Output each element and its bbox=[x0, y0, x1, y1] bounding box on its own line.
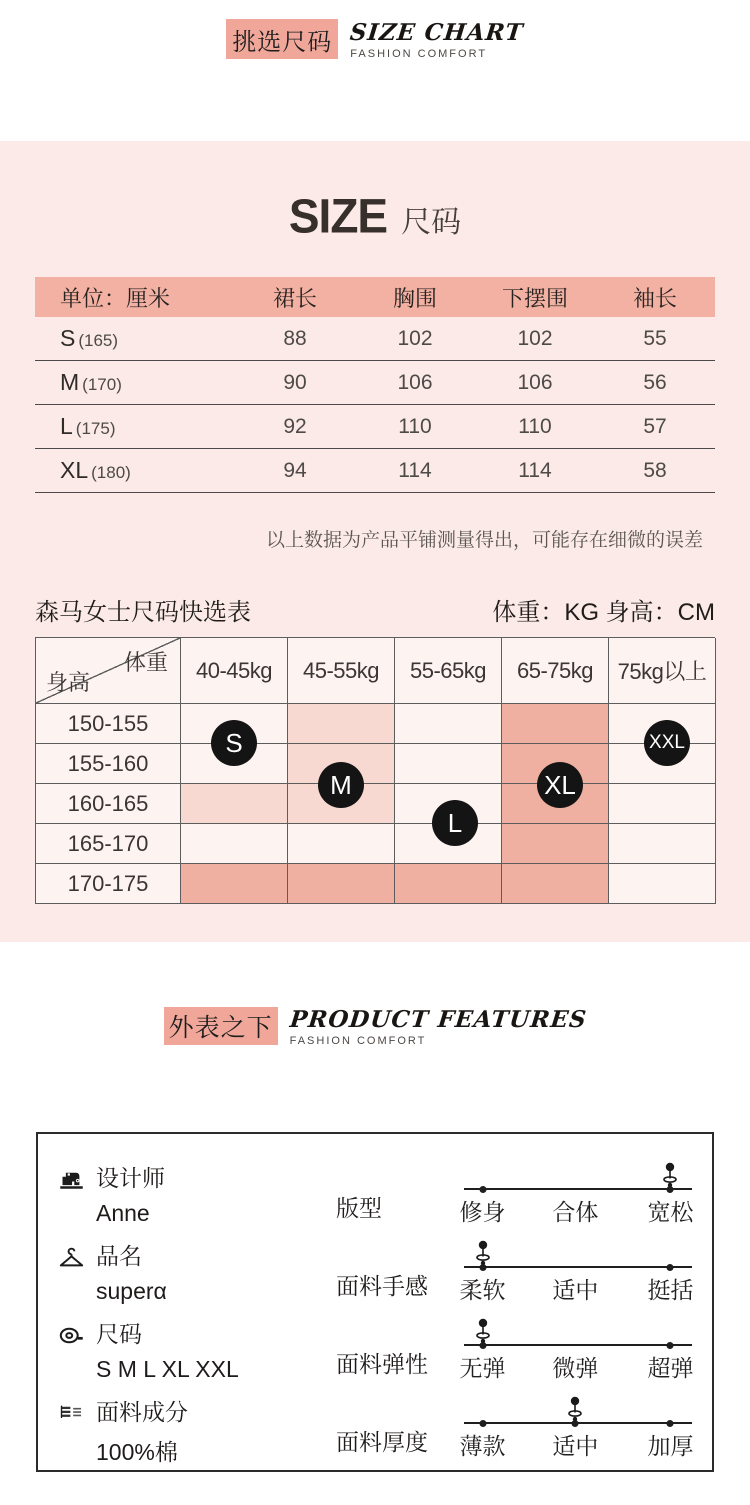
scale-end-dot bbox=[479, 1420, 486, 1427]
product-card-row bbox=[58, 1238, 696, 1308]
info-label: 尺码 bbox=[96, 1321, 142, 1347]
scale-label: 面料手感 bbox=[336, 1273, 428, 1299]
info-label: 品名 bbox=[96, 1243, 142, 1269]
quick-table-body-cell bbox=[502, 824, 609, 864]
scale-end-dot bbox=[667, 1342, 674, 1349]
size-table-header-row bbox=[35, 277, 715, 317]
quick-table-body-cell bbox=[609, 824, 716, 864]
scale-option: 适中 bbox=[552, 1277, 599, 1303]
size-chart-subtitle-en: FASHION COMFORT bbox=[350, 47, 488, 60]
quick-table-body-cell bbox=[288, 824, 395, 864]
scale-option: 合体 bbox=[552, 1199, 599, 1225]
size-letter: S bbox=[60, 325, 76, 351]
sewing-machine-icon bbox=[58, 1160, 88, 1230]
fabric-icon bbox=[58, 1394, 88, 1464]
size-letter: M bbox=[60, 369, 80, 395]
size-table-value-cell: 110 bbox=[518, 414, 552, 438]
product-card-row bbox=[58, 1394, 696, 1464]
measurement-note: 以上数据为产品平铺测量得出，可能存在细微的误差 bbox=[265, 530, 703, 551]
size-table-value-cell: 110 bbox=[398, 414, 432, 438]
size-title bbox=[0, 189, 750, 243]
info-value: 100%棉 bbox=[96, 1439, 178, 1465]
size-table-col-header: 胸围 bbox=[392, 285, 437, 311]
quick-table-body-cell bbox=[395, 744, 502, 784]
feature-scale bbox=[459, 1394, 696, 1464]
size-bubble-xxl: XXL bbox=[644, 720, 690, 766]
quick-table-body-cell bbox=[395, 704, 502, 744]
size-table-col-header: 单位：厘米 bbox=[60, 285, 171, 311]
size-chart-header-en bbox=[348, 18, 526, 60]
product-features-header bbox=[0, 1005, 750, 1047]
quick-table-height-header: 155-160 bbox=[36, 744, 181, 784]
info-value: Anne bbox=[96, 1200, 150, 1226]
size-height-label: (180) bbox=[91, 463, 131, 482]
scale-option: 修身 bbox=[459, 1199, 506, 1225]
size-title-cn: 尺码 bbox=[401, 206, 462, 239]
scale-line bbox=[464, 1266, 692, 1268]
quick-table-height-header: 150-155 bbox=[36, 704, 181, 744]
quick-table-corner-cell bbox=[36, 638, 181, 704]
scale-label: 版型 bbox=[336, 1195, 382, 1221]
selected-marker-pin-icon bbox=[474, 1240, 492, 1271]
feature-scale bbox=[459, 1316, 696, 1386]
size-table-value-cell: 102 bbox=[397, 326, 433, 350]
scale-end-dot bbox=[667, 1420, 674, 1427]
size-table-col-header: 裙长 bbox=[272, 285, 317, 311]
scale-end-dot bbox=[479, 1186, 486, 1193]
size-table-value-cell: 106 bbox=[517, 370, 553, 394]
size-bubble-m: M bbox=[318, 762, 364, 808]
size-table-row bbox=[35, 405, 715, 449]
size-table-col-header: 袖长 bbox=[632, 285, 677, 311]
product-card-row bbox=[58, 1160, 696, 1230]
size-height-label: (175) bbox=[75, 419, 116, 438]
info-label: 设计师 bbox=[96, 1165, 165, 1191]
scale-option: 柔软 bbox=[459, 1277, 506, 1303]
scale-option: 无弹 bbox=[459, 1355, 506, 1381]
hanger-icon bbox=[58, 1238, 88, 1308]
size-bubble-xl: XL bbox=[537, 762, 583, 808]
size-table-row bbox=[35, 361, 715, 405]
quick-table-body-cell bbox=[609, 784, 716, 824]
scale-line bbox=[464, 1188, 692, 1190]
quick-table-body-cell bbox=[609, 864, 716, 904]
product-card-row bbox=[58, 1316, 696, 1386]
info-item-sewing-machine bbox=[58, 1160, 336, 1230]
size-table-value-cell: 58 bbox=[643, 458, 667, 482]
product-features-header-en bbox=[290, 1006, 587, 1047]
feature-scale bbox=[459, 1160, 696, 1230]
quick-table-weight-header: 40-45kg bbox=[181, 638, 288, 704]
size-table-value-cell: 55 bbox=[643, 326, 667, 350]
info-texts bbox=[96, 1394, 188, 1464]
size-table-value-cell: 57 bbox=[643, 414, 667, 438]
size-section bbox=[0, 141, 750, 942]
quick-table-body-cell bbox=[502, 704, 609, 744]
product-features-title-en: PRODUCT FEATURES bbox=[288, 1005, 588, 1033]
scale-option: 宽松 bbox=[647, 1199, 694, 1225]
size-table-value-cell: 90 bbox=[283, 370, 307, 394]
product-card bbox=[36, 1132, 714, 1472]
size-table-size-cell bbox=[35, 413, 235, 440]
info-value: superα bbox=[96, 1278, 167, 1304]
size-bubble-s: S bbox=[211, 720, 257, 766]
scale-option: 适中 bbox=[552, 1433, 599, 1459]
size-chart-title-en: SIZE CHART bbox=[348, 18, 526, 46]
quick-table-weight-header: 65-75kg bbox=[502, 638, 609, 704]
quick-select-title: 森马女士尺码快选表 bbox=[35, 599, 251, 626]
size-chart-badge: 挑选尺码 bbox=[226, 19, 338, 59]
size-table-value-cell: 92 bbox=[283, 414, 307, 438]
quick-table-weight-header: 45-55kg bbox=[288, 638, 395, 704]
size-height-label: (170) bbox=[82, 375, 122, 394]
quick-select-units: 体重：KG 身高：CM bbox=[492, 599, 715, 626]
size-table-size-cell bbox=[35, 369, 235, 396]
quick-select-table bbox=[35, 637, 715, 904]
quick-table-body-cell bbox=[395, 864, 502, 904]
size-table-value-cell: 106 bbox=[397, 370, 433, 394]
quick-table-body-cell bbox=[181, 824, 288, 864]
info-texts bbox=[96, 1160, 165, 1230]
scale-option: 超弹 bbox=[647, 1355, 694, 1381]
scale-end-dot bbox=[667, 1264, 674, 1271]
info-texts bbox=[96, 1238, 167, 1308]
feature-scale bbox=[459, 1238, 696, 1308]
size-title-en: SIZE bbox=[288, 188, 388, 244]
size-table-row bbox=[35, 317, 715, 361]
size-table-row bbox=[35, 449, 715, 493]
product-features-subtitle-en: FASHION COMFORT bbox=[289, 1034, 427, 1047]
info-item-hanger bbox=[58, 1238, 336, 1308]
info-texts bbox=[96, 1316, 239, 1386]
product-features-badge: 外表之下 bbox=[164, 1007, 278, 1045]
size-letter: XL bbox=[60, 457, 89, 483]
size-table-body bbox=[35, 317, 715, 493]
quick-table-body-cell bbox=[288, 704, 395, 744]
corner-height-label: 身高 bbox=[46, 670, 91, 695]
size-table-value-cell: 88 bbox=[283, 326, 307, 350]
size-table-size-cell bbox=[35, 325, 235, 352]
selected-marker-pin-icon bbox=[661, 1162, 679, 1193]
size-height-label: (165) bbox=[78, 331, 119, 350]
quick-table-body-cell bbox=[181, 864, 288, 904]
info-item-fabric bbox=[58, 1394, 336, 1464]
info-value: S M L XL XXL bbox=[96, 1356, 239, 1382]
size-bubble-l: L bbox=[432, 800, 478, 846]
quick-table-weight-header: 75kg以上 bbox=[609, 638, 716, 704]
quick-select-grid bbox=[35, 637, 715, 904]
size-table-value-cell: 56 bbox=[643, 370, 667, 394]
info-label: 面料成分 bbox=[96, 1399, 188, 1425]
scale-label: 面料厚度 bbox=[336, 1429, 428, 1455]
selected-marker-pin-icon bbox=[474, 1318, 492, 1349]
size-table-value-cell: 114 bbox=[398, 458, 432, 482]
scale-line bbox=[464, 1344, 692, 1346]
scale-option: 微弹 bbox=[552, 1355, 599, 1381]
size-table-value-cell: 94 bbox=[283, 458, 307, 482]
size-table-value-cell: 114 bbox=[518, 458, 552, 482]
selected-marker-pin-icon bbox=[566, 1396, 584, 1427]
scale-option: 加厚 bbox=[647, 1433, 694, 1459]
info-item-tape-measure bbox=[58, 1316, 336, 1386]
quick-table-height-header: 165-170 bbox=[36, 824, 181, 864]
scale-option: 薄款 bbox=[459, 1433, 506, 1459]
quick-table-body-cell bbox=[288, 864, 395, 904]
corner-weight-label: 体重 bbox=[123, 650, 168, 675]
tape-measure-icon bbox=[58, 1316, 88, 1386]
scale-label: 面料弹性 bbox=[336, 1351, 428, 1377]
size-chart-header bbox=[0, 18, 750, 60]
size-table bbox=[35, 277, 715, 493]
size-table-value-cell: 102 bbox=[517, 326, 553, 350]
quick-table-weight-header: 55-65kg bbox=[395, 638, 502, 704]
quick-table-height-header: 170-175 bbox=[36, 864, 181, 904]
quick-table-body-cell bbox=[181, 784, 288, 824]
quick-table-body-cell bbox=[502, 864, 609, 904]
size-table-size-cell bbox=[35, 457, 235, 484]
size-letter: L bbox=[60, 413, 73, 439]
size-table-col-header: 下摆围 bbox=[501, 285, 568, 311]
quick-table-height-header: 160-165 bbox=[36, 784, 181, 824]
scale-option: 挺括 bbox=[647, 1277, 694, 1303]
quick-select-heading bbox=[35, 592, 715, 627]
